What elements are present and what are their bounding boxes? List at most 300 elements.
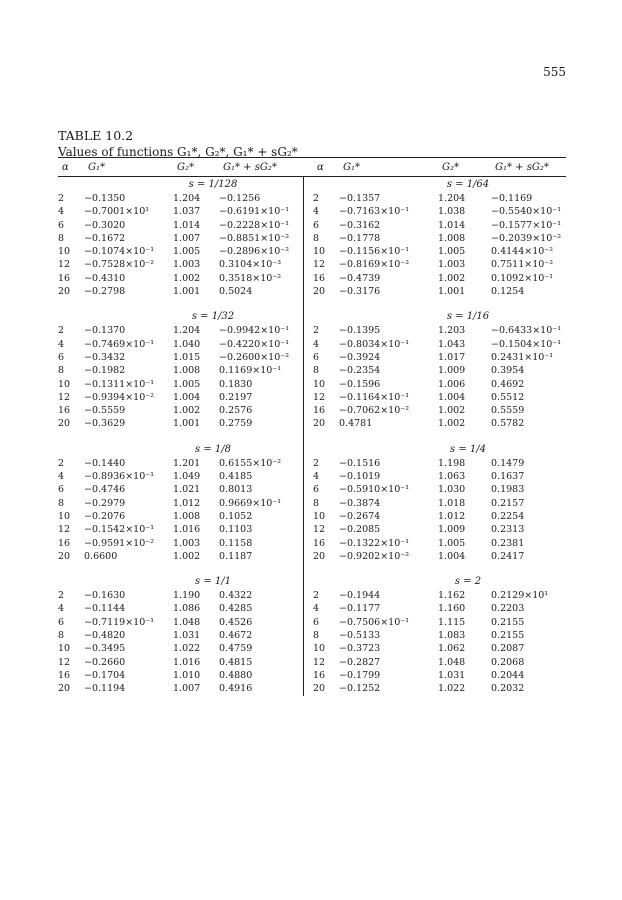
cell-g1-plus-sg2: 0.9669×10⁻¹	[219, 497, 282, 509]
table-row	[313, 457, 563, 470]
table-row	[313, 219, 563, 232]
cell-g1-plus-sg2: 0.2381	[491, 537, 525, 549]
cell-g1: −0.1177	[339, 603, 381, 615]
cell-g1: −0.1156×10⁻¹	[339, 246, 410, 258]
cell-alpha: 6	[58, 616, 65, 628]
table-row	[313, 245, 563, 258]
cell-g1-plus-sg2: 0.2155	[491, 616, 525, 628]
cell-alpha: 8	[313, 365, 320, 377]
cell-alpha: 20	[313, 550, 326, 562]
cell-alpha: 20	[313, 418, 326, 430]
cell-g1-plus-sg2: 0.2157	[491, 497, 525, 509]
cell-g1-plus-sg2: 0.2068	[491, 656, 525, 668]
cell-g1-plus-sg2: −0.1504×10⁻¹	[491, 338, 562, 350]
table-row	[58, 404, 308, 417]
cell-g2: 1.190	[173, 590, 201, 602]
cell-g1-plus-sg2: 0.2431×10⁻¹	[491, 351, 554, 363]
right-half	[313, 177, 563, 696]
right-block	[313, 298, 563, 430]
cell-g1: −0.1799	[339, 669, 381, 681]
cell-g1: −0.2674	[339, 510, 381, 522]
cell-alpha: 12	[58, 391, 71, 403]
table-row	[313, 205, 563, 218]
table-row	[313, 391, 563, 404]
header-gs-right: G₁* + sG₂*	[495, 162, 549, 173]
cell-g2: 1.031	[438, 669, 466, 681]
cell-g1-plus-sg2: −0.1577×10⁻¹	[491, 219, 562, 231]
cell-g1: −0.1164×10⁻¹	[339, 391, 410, 403]
cell-g1-plus-sg2: 0.2759	[219, 418, 253, 430]
cell-alpha: 16	[313, 272, 326, 284]
cell-g1-plus-sg2: 0.2032	[491, 683, 525, 695]
block-gap	[313, 563, 563, 574]
table-row	[313, 378, 563, 391]
cell-g2: 1.043	[438, 338, 466, 350]
cell-alpha: 8	[58, 365, 65, 377]
cell-g1-plus-sg2: 0.2313	[491, 524, 525, 536]
table-row	[313, 589, 563, 602]
cell-g2: 1.201	[173, 457, 201, 469]
table-row	[313, 682, 563, 695]
cell-g2: 1.022	[438, 683, 466, 695]
cell-g1-plus-sg2: −0.6191×10⁻¹	[219, 206, 290, 218]
cell-alpha: 10	[313, 510, 326, 522]
cell-g1-plus-sg2: 0.2417	[491, 550, 525, 562]
cell-alpha: 8	[313, 630, 320, 642]
cell-alpha: 2	[313, 457, 320, 469]
header-g2-right: G₂*	[442, 162, 459, 173]
cell-g1-plus-sg2: 0.1187	[219, 550, 253, 562]
table-row	[58, 669, 308, 682]
cell-g1: −0.7001×10¹	[84, 206, 150, 218]
cell-g2: 1.012	[438, 510, 466, 522]
table-row	[313, 192, 563, 205]
cell-g1: −0.1370	[84, 325, 126, 337]
cell-g2: 1.115	[438, 616, 466, 628]
cell-alpha: 4	[58, 603, 65, 615]
block-gap	[313, 298, 563, 309]
cell-alpha: 10	[313, 378, 326, 390]
cell-alpha: 12	[313, 656, 326, 668]
cell-g1-plus-sg2: 0.2576	[219, 405, 253, 417]
cell-g1-plus-sg2: 0.8013	[219, 484, 253, 496]
cell-g1-plus-sg2: 0.2044	[491, 669, 525, 681]
cell-g1: −0.7062×10⁻²	[339, 405, 410, 417]
block-gap	[313, 431, 563, 442]
table-row	[58, 470, 308, 483]
cell-g2: 1.038	[438, 206, 466, 218]
cell-g1: −0.1074×10⁻¹	[84, 246, 155, 258]
table-row	[58, 272, 308, 285]
table-caption	[58, 128, 298, 160]
left-block	[58, 563, 308, 695]
cell-g1: −0.9202×10⁻²	[339, 550, 410, 562]
table-row	[313, 669, 563, 682]
cell-g1: −0.1311×10⁻¹	[84, 378, 155, 390]
cell-g1-plus-sg2: 0.2155	[491, 630, 525, 642]
cell-g1: −0.7163×10⁻¹	[339, 206, 410, 218]
cell-g1: −0.4820	[84, 630, 126, 642]
cell-g2: 1.004	[438, 391, 466, 403]
cell-g1-plus-sg2: 0.4322	[219, 590, 253, 602]
cell-g2: 1.016	[173, 656, 201, 668]
cell-g1-plus-sg2: −0.2228×10⁻¹	[219, 219, 290, 231]
table-row	[313, 537, 563, 550]
cell-g1: −0.4746	[84, 484, 126, 496]
cell-g2: 1.010	[173, 669, 201, 681]
table-row	[58, 245, 308, 258]
header-gs-left: G₁* + sG₂*	[223, 162, 277, 173]
table-row	[313, 642, 563, 655]
block-title: s = 1/16	[446, 311, 490, 323]
cell-g2: 1.204	[438, 193, 466, 204]
cell-g1-plus-sg2: −0.5540×10⁻¹	[491, 206, 562, 218]
table-row	[58, 417, 308, 430]
cell-g2: 1.006	[438, 378, 466, 390]
cell-g2: 1.008	[173, 365, 201, 377]
table-row	[313, 417, 563, 430]
cell-g1: −0.1322×10⁻¹	[339, 537, 410, 549]
cell-g2: 1.162	[438, 590, 466, 602]
cell-g2: 1.014	[438, 219, 466, 231]
table-row	[313, 523, 563, 536]
table-row	[313, 616, 563, 629]
cell-alpha: 16	[313, 669, 326, 681]
cell-g1: 0.6600	[84, 550, 118, 562]
cell-g2: 1.049	[173, 471, 201, 483]
cell-g2: 1.018	[438, 497, 466, 509]
cell-g2: 1.003	[438, 259, 466, 271]
cell-g2: 1.204	[173, 325, 201, 337]
cell-g1: −0.4739	[339, 272, 381, 284]
cell-g1-plus-sg2: 0.4692	[491, 378, 525, 390]
cell-alpha: 8	[313, 497, 320, 509]
cell-g1-plus-sg2: 0.4672	[219, 630, 253, 642]
cell-alpha: 16	[313, 405, 326, 417]
cell-g1: −0.1019	[339, 471, 381, 483]
cell-alpha: 10	[58, 378, 71, 390]
cell-g1-plus-sg2: −0.6433×10⁻¹	[491, 325, 562, 337]
cell-alpha: 16	[58, 405, 71, 417]
cell-g2: 1.009	[438, 524, 466, 536]
cell-g2: 1.015	[173, 351, 201, 363]
cell-alpha: 10	[58, 510, 71, 522]
cell-g2: 1.005	[438, 537, 466, 549]
cell-g1-plus-sg2: 0.7511×10⁻²	[491, 259, 554, 271]
cell-g1-plus-sg2: −0.9942×10⁻¹	[219, 325, 290, 337]
left-half	[58, 177, 308, 696]
cell-g1: −0.8169×10⁻²	[339, 259, 410, 271]
cell-alpha: 4	[58, 338, 65, 350]
table-header	[58, 158, 566, 176]
cell-g1-plus-sg2: 0.5512	[491, 391, 525, 403]
cell-g1-plus-sg2: 0.1637	[491, 471, 525, 483]
table-row	[58, 629, 308, 642]
cell-g1: −0.7528×10⁻²	[84, 259, 155, 271]
cell-g1-plus-sg2: 0.3518×10⁻²	[219, 272, 282, 284]
cell-g2: 1.001	[438, 286, 466, 298]
cell-alpha: 20	[58, 550, 71, 562]
cell-g1-plus-sg2: 0.1158	[219, 537, 253, 549]
cell-alpha: 6	[313, 219, 320, 231]
cell-g2: 1.001	[173, 418, 201, 430]
table-row	[313, 483, 563, 496]
cell-alpha: 10	[58, 643, 71, 655]
cell-g2: 1.007	[173, 232, 201, 244]
cell-alpha: 6	[313, 616, 320, 628]
block-gap	[58, 298, 308, 309]
cell-g1-plus-sg2: 0.4759	[219, 643, 253, 655]
cell-g2: 1.203	[438, 325, 466, 337]
cell-g1: −0.7119×10⁻¹	[84, 616, 155, 628]
table-row	[58, 457, 308, 470]
cell-g1: −0.1440	[84, 457, 126, 469]
table-row	[58, 497, 308, 510]
cell-g1-plus-sg2: 0.4526	[219, 616, 253, 628]
block-title: s = 1/8	[195, 443, 231, 455]
cell-alpha: 12	[58, 524, 71, 536]
table-title: Values of functions G₁*, G₂*, G₁* + sG₂*	[58, 145, 298, 159]
cell-g2: 1.204	[173, 193, 201, 204]
cell-g2: 1.003	[173, 259, 201, 271]
cell-g1-plus-sg2: 0.1092×10⁻¹	[491, 272, 554, 284]
table-row	[313, 364, 563, 377]
cell-g2: 1.009	[438, 365, 466, 377]
cell-alpha: 6	[313, 484, 320, 496]
cell-g1: −0.1395	[339, 325, 381, 337]
cell-g2: 1.062	[438, 643, 466, 655]
cell-g1-plus-sg2: −0.1256	[219, 193, 261, 204]
right-block	[313, 177, 563, 298]
cell-alpha: 4	[313, 603, 320, 615]
cell-g1: −0.1357	[339, 193, 381, 204]
cell-g2: 1.048	[438, 656, 466, 668]
cell-g2: 1.198	[438, 457, 466, 469]
cell-g1-plus-sg2: 0.4144×10⁻²	[491, 246, 554, 258]
cell-g1: −0.3176	[339, 286, 381, 298]
block-title: s = 1/32	[191, 311, 235, 323]
cell-g2: 1.008	[438, 232, 466, 244]
table-row	[313, 324, 563, 337]
table-row	[58, 537, 308, 550]
cell-g2: 1.014	[173, 219, 201, 231]
cell-g1-plus-sg2: 0.3954	[491, 365, 525, 377]
cell-g1: −0.2076	[84, 510, 126, 522]
table-row	[58, 616, 308, 629]
cell-g1: −0.1596	[339, 378, 381, 390]
table-row	[58, 192, 308, 205]
block-title: s = 1/128	[188, 179, 238, 190]
cell-g1: −0.2354	[339, 365, 381, 377]
block-gap	[58, 431, 308, 442]
cell-g2: 1.005	[173, 378, 201, 390]
table-body	[58, 177, 566, 696]
block-gap	[58, 563, 308, 574]
cell-g1: −0.4310	[84, 272, 126, 284]
cell-g1-plus-sg2: 0.1830	[219, 378, 253, 390]
cell-g1: 0.4781	[339, 418, 373, 430]
cell-alpha: 2	[313, 325, 320, 337]
cell-g1-plus-sg2: 0.2203	[491, 603, 525, 615]
cell-g1: −0.3432	[84, 351, 126, 363]
cell-g1: −0.2827	[339, 656, 381, 668]
cell-alpha: 8	[58, 232, 65, 244]
header-g1-right: G₁*	[343, 162, 360, 173]
table-row	[58, 364, 308, 377]
cell-g2: 1.160	[438, 603, 466, 615]
cell-g2: 1.031	[173, 630, 201, 642]
header-g2-left: G₂*	[177, 162, 194, 173]
cell-g1-plus-sg2: 0.5559	[491, 405, 525, 417]
cell-g1: −0.1672	[84, 232, 126, 244]
table-row	[58, 602, 308, 615]
table-row	[58, 656, 308, 669]
table-row	[58, 258, 308, 271]
cell-g1: −0.1542×10⁻¹	[84, 524, 155, 536]
cell-g1: −0.3629	[84, 418, 126, 430]
cell-alpha: 4	[313, 338, 320, 350]
cell-g1: −0.7469×10⁻¹	[84, 338, 155, 350]
cell-g2: 1.007	[173, 683, 201, 695]
table-row	[58, 550, 308, 563]
cell-alpha: 16	[58, 272, 71, 284]
left-block	[58, 177, 308, 298]
cell-g2: 1.063	[438, 471, 466, 483]
table-row	[58, 205, 308, 218]
cell-g2: 1.040	[173, 338, 201, 350]
cell-g1: −0.2660	[84, 656, 126, 668]
cell-alpha: 2	[58, 590, 65, 602]
cell-g2: 1.016	[173, 524, 201, 536]
cell-alpha: 12	[313, 524, 326, 536]
table-row	[313, 232, 563, 245]
cell-g2: 1.048	[173, 616, 201, 628]
cell-g1: −0.1516	[339, 457, 381, 469]
cell-g2: 1.017	[438, 351, 466, 363]
cell-g2: 1.083	[438, 630, 466, 642]
cell-g2: 1.012	[173, 497, 201, 509]
table-row	[58, 523, 308, 536]
cell-g2: 1.008	[173, 510, 201, 522]
cell-alpha: 4	[58, 471, 65, 483]
cell-g1: −0.1982	[84, 365, 126, 377]
cell-g1: −0.9591×10⁻²	[84, 537, 155, 549]
table-row	[313, 258, 563, 271]
cell-g1-plus-sg2: −0.4220×10⁻¹	[219, 338, 290, 350]
table-row	[313, 656, 563, 669]
table-row	[313, 351, 563, 364]
cell-g1: −0.1350	[84, 193, 126, 204]
table-row	[313, 550, 563, 563]
data-table	[58, 157, 566, 696]
cell-g1: −0.3874	[339, 497, 381, 509]
cell-alpha: 10	[313, 643, 326, 655]
table-row	[58, 642, 308, 655]
cell-g2: 1.004	[173, 391, 201, 403]
cell-g2: 1.002	[438, 405, 466, 417]
right-block	[313, 431, 563, 563]
cell-alpha: 2	[58, 325, 65, 337]
table-row	[58, 510, 308, 523]
cell-alpha: 10	[313, 246, 326, 258]
cell-alpha: 6	[58, 484, 65, 496]
cell-g1: −0.5910×10⁻¹	[339, 484, 410, 496]
cell-g2: 1.021	[173, 484, 201, 496]
cell-g1-plus-sg2: 0.1479	[491, 457, 525, 469]
cell-g1: −0.9394×10⁻²	[84, 391, 155, 403]
block-title: s = 2	[454, 576, 482, 588]
cell-g2: 1.002	[173, 272, 201, 284]
block-title: s = 1/4	[450, 443, 486, 455]
cell-g2: 1.002	[173, 405, 201, 417]
cell-alpha: 6	[313, 351, 320, 363]
cell-g1-plus-sg2: 0.2129×10¹	[491, 590, 549, 602]
cell-g1-plus-sg2: 0.4815	[219, 656, 253, 668]
cell-alpha: 6	[58, 351, 65, 363]
cell-alpha: 2	[58, 193, 65, 204]
cell-g2: 1.022	[173, 643, 201, 655]
cell-alpha: 12	[58, 656, 71, 668]
cell-g1-plus-sg2: 0.4916	[219, 683, 253, 695]
cell-alpha: 2	[58, 457, 65, 469]
cell-g1-plus-sg2: 0.5782	[491, 418, 525, 430]
cell-g1: −0.8034×10⁻¹	[339, 338, 410, 350]
cell-g1-plus-sg2: 0.1254	[491, 286, 525, 298]
cell-g1: −0.2085	[339, 524, 381, 536]
cell-g1-plus-sg2: 0.1052	[219, 510, 253, 522]
cell-g2: 1.003	[173, 537, 201, 549]
cell-g1: −0.3495	[84, 643, 126, 655]
table-row	[58, 351, 308, 364]
table-row	[58, 378, 308, 391]
cell-g2: 1.002	[173, 550, 201, 562]
cell-g2: 1.030	[438, 484, 466, 496]
table-row	[58, 285, 308, 298]
table-row	[58, 232, 308, 245]
cell-g1-plus-sg2: 0.1983	[491, 484, 525, 496]
cell-g1: −0.1194	[84, 683, 126, 695]
cell-g1-plus-sg2: 0.4185	[219, 471, 253, 483]
cell-g1-plus-sg2: 0.1169×10⁻¹	[219, 365, 282, 377]
header-g1-left: G₁*	[88, 162, 105, 173]
table-row	[58, 589, 308, 602]
table-row	[313, 285, 563, 298]
page-number: 555	[543, 65, 566, 79]
cell-g2: 1.005	[173, 246, 201, 258]
cell-alpha: 20	[58, 286, 71, 298]
cell-g1: −0.3162	[339, 219, 381, 231]
block-title: s = 1/1	[195, 576, 231, 588]
cell-g1-plus-sg2: 0.2087	[491, 643, 525, 655]
cell-alpha: 4	[313, 471, 320, 483]
cell-g1: −0.2798	[84, 286, 126, 298]
cell-g1: −0.1144	[84, 603, 126, 615]
cell-alpha: 8	[58, 630, 65, 642]
cell-g1: −0.1944	[339, 590, 381, 602]
table-row	[313, 629, 563, 642]
cell-g1-plus-sg2: 0.2197	[219, 391, 253, 403]
cell-g1-plus-sg2: 0.6155×10⁻²	[219, 457, 282, 469]
cell-alpha: 20	[313, 286, 326, 298]
cell-alpha: 20	[58, 683, 71, 695]
cell-g1-plus-sg2: 0.3104×10⁻³	[219, 259, 282, 271]
table-row	[313, 470, 563, 483]
cell-alpha: 20	[58, 418, 71, 430]
left-block	[58, 431, 308, 563]
cell-g1-plus-sg2: −0.2896×10⁻²	[219, 246, 290, 258]
header-alpha-right: α	[317, 162, 324, 173]
cell-g1: −0.1630	[84, 590, 126, 602]
